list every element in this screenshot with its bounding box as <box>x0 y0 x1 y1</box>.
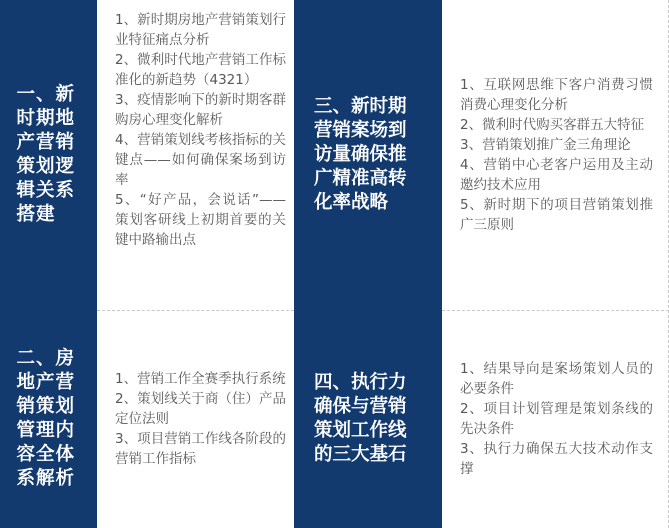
section-1-item-4: 4、营销策划线考核指标的关键点——如何确保案场到访率 <box>115 132 286 188</box>
section-3-item-4: 4、营销中心老客户运用及主动邀约技术应用 <box>460 157 653 193</box>
section-2-content <box>97 310 294 528</box>
section-1-item-5: 5、“好产品，会说话”——策划客研线上初期首要的关键中路输出点 <box>115 192 286 248</box>
section-2-item-1: 1、营销工作全赛季执行系统 <box>115 371 286 387</box>
section-2-item-2: 2、策划线关于商（住）产品定位法则 <box>115 391 286 427</box>
section-1-content <box>97 0 294 310</box>
section-4-title-block <box>294 310 442 528</box>
section-3-title-block <box>294 0 442 310</box>
section-1-title: 一、新时期地产营销策划逻辑关系搭建 <box>16 84 76 225</box>
section-3-content <box>442 0 669 310</box>
section-1-item-3: 3、疫情影响下的新时期客群购房心理变化解析 <box>115 92 286 128</box>
row-divider-left <box>97 310 294 311</box>
section-3-title: 三、新时期营销案场到访量确保推广精准高转化率战略 <box>314 96 407 213</box>
section-4-item-2: 2、项目计划管理是策划条线的先决条件 <box>460 401 653 437</box>
section-2-title-block <box>0 310 97 528</box>
row-divider-right <box>442 310 669 311</box>
section-1-title-block <box>0 0 97 310</box>
section-3-item-2: 2、微利时代购买客群五大特征 <box>460 117 645 133</box>
section-4-content <box>442 310 669 528</box>
section-3-item-5: 5、新时期下的项目营销策划推广三原则 <box>460 197 653 233</box>
section-3-item-3: 3、营销策划推广金三角理论 <box>460 137 631 153</box>
section-4-item-1: 1、结果导向是案场策划人员的必要条件 <box>460 361 653 397</box>
section-4-title: 四、执行力确保与营销策划工作线的三大基石 <box>314 372 407 465</box>
section-2-title: 二、房地产营销策划管理内容全体系解析 <box>16 348 76 489</box>
section-2-item-3: 3、项目营销工作线各阶段的营销工作指标 <box>115 431 286 467</box>
section-1-item-2: 2、微利时代地产营销工作标准化的新趋势（4321） <box>115 52 286 88</box>
section-1-item-1: 1、新时期房地产营销策划行业特征痛点分析 <box>115 12 286 48</box>
section-3-item-1: 1、互联网思维下客户消费习惯消费心理变化分析 <box>460 77 653 113</box>
section-4-item-3: 3、执行力确保五大技术动作支撑 <box>460 441 653 477</box>
